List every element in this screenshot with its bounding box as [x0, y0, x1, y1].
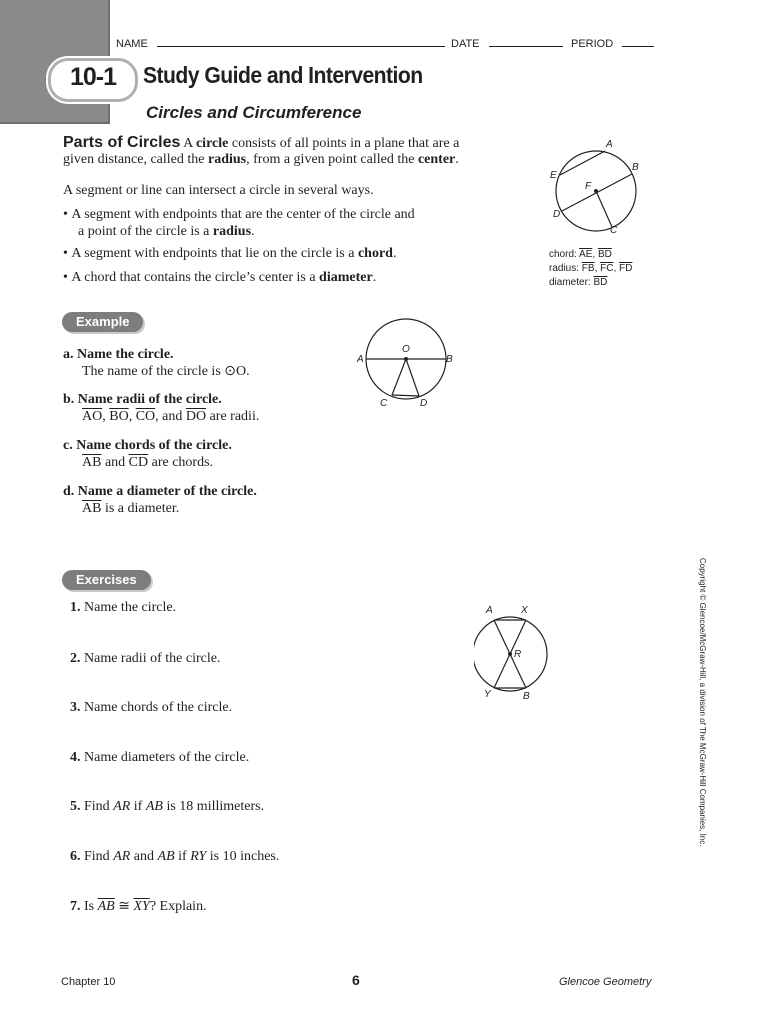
name-blank[interactable]: [157, 36, 445, 47]
exercise-6: [70, 848, 279, 865]
segment: $\overline{FD}$: [619, 263, 633, 274]
diagram-label: D: [420, 398, 428, 409]
exercise-text: Find: [84, 799, 114, 814]
bullet-icon: •: [63, 246, 68, 261]
segment: $\overline{FB}$: [581, 263, 595, 274]
exercise-text: Is: [84, 899, 98, 914]
bullet-term: radius: [212, 224, 252, 239]
bullet-term: diameter: [319, 270, 373, 285]
parts-legend: [549, 248, 632, 290]
bullet-diameter: [63, 269, 376, 286]
footer-chapter: Chapter 10: [61, 976, 116, 988]
answer-tail: are radii.: [206, 409, 260, 424]
diagram-label: X: [521, 605, 528, 616]
answer-tail: is a diameter.: [101, 501, 180, 516]
segment: $\overline{AE}$: [579, 249, 593, 260]
bullet-text: .: [251, 224, 255, 239]
period-blank[interactable]: [622, 36, 654, 47]
segment: $\overline{AB}$: [82, 501, 102, 516]
exercise-number: 4.: [70, 750, 81, 765]
page-number: 6: [352, 972, 360, 988]
def-term-center: center: [417, 152, 456, 167]
bullet-text: .: [392, 246, 397, 261]
bullet-text: A chord that contains the circle’s center is a: [71, 270, 320, 285]
radius-legend: radius: $\overline{FB}$, $\overline{FC}$, $\overline{FD}$: [549, 263, 633, 274]
exercise-1: [70, 599, 176, 616]
parts-definition: [63, 134, 533, 152]
variable: AR: [113, 799, 131, 814]
diagram-label: B: [446, 354, 453, 365]
segment: $\overline{BD}$: [597, 249, 612, 260]
bullet-text: a point of the circle is a: [78, 224, 213, 239]
date-blank[interactable]: [489, 36, 563, 47]
exercise-text: if: [174, 849, 191, 864]
exercise-text: Name chords of the circle.: [84, 700, 233, 715]
diagram-label: A: [606, 139, 613, 150]
example-a: [63, 346, 250, 380]
diagram-label: C: [610, 225, 618, 236]
bullet-icon: •: [63, 207, 68, 222]
bullet-text: A segment with endpoints that are the center of the circle and: [71, 207, 415, 222]
exercise-3: [70, 699, 232, 716]
exercises-badge: Exercises: [62, 570, 151, 590]
exercise-number: 5.: [70, 799, 81, 814]
segment: $\overline{AO}$: [82, 409, 103, 424]
bullet-radius: [63, 206, 523, 240]
exercise-number: 3.: [70, 700, 81, 715]
segment: $\overline{AB}$: [97, 899, 115, 914]
conjunction: and: [162, 409, 183, 424]
segment: $\overline{CO}$: [135, 409, 156, 424]
date-field[interactable]: [451, 36, 563, 50]
diagram-label: O: [402, 344, 410, 355]
diagram-label: A: [486, 605, 493, 616]
segment: $\overline{DO}$: [185, 409, 207, 424]
example-answer: $\overline{AO}$, $\overline{BO}$, $\overline{CO}$, and $\overline{DO}$ are radii.: [82, 409, 260, 424]
exercise-number: 1.: [70, 600, 81, 615]
exercises-circle-diagram: [474, 598, 554, 702]
legend-label: diameter:: [549, 277, 594, 288]
parts-heading: Parts of Circles: [63, 134, 181, 151]
name-field[interactable]: [116, 36, 445, 50]
def-text: A: [183, 136, 196, 151]
name-label: NAME: [116, 38, 148, 50]
diameter-legend: [549, 276, 632, 290]
example-circle-diagram: [352, 316, 462, 412]
def-term-circle: circle: [195, 136, 229, 151]
example-question: a. Name the circle.: [63, 347, 174, 362]
copyright-notice: Copyright © Glencoe/McGraw-Hill, a division of The McGraw-Hill Companies, Inc.: [698, 558, 707, 847]
example-answer: [63, 501, 179, 516]
variable: RY: [190, 849, 207, 864]
example-badge: Example: [62, 312, 143, 332]
exercise-text: is 10 inches.: [206, 849, 280, 864]
exercise-2: [70, 650, 220, 667]
segment: $\overline{FC}$: [600, 263, 614, 274]
parts-circle-diagram: [540, 134, 650, 244]
example-question: c. Name chords of the circle.: [63, 438, 232, 453]
example-c: [63, 437, 232, 471]
example-b: [63, 391, 259, 425]
exercise-number: 2.: [70, 651, 81, 666]
period-field[interactable]: [571, 36, 654, 50]
exercise-text: Name the circle.: [84, 600, 177, 615]
example-answer: [63, 455, 213, 470]
footer-book: Glencoe Geometry: [559, 976, 652, 988]
exercise-number: 6.: [70, 849, 81, 864]
def-term-radius: radius: [208, 152, 247, 167]
exercise-7: [70, 898, 207, 915]
segment: $\overline{BO}$: [109, 409, 129, 424]
parts-definition-line2: [63, 151, 533, 168]
diagram-label: A: [357, 354, 364, 365]
intersect-text: A segment or line can intersect a circle in several ways.: [63, 183, 374, 198]
exercise-text: Name diameters of the circle.: [84, 750, 250, 765]
bullet-chord: [63, 245, 396, 262]
page-subtitle: Circles and Circumference: [146, 103, 362, 122]
exercise-5: [70, 798, 264, 815]
bullet-text: .: [372, 270, 377, 285]
diagram-label: B: [523, 691, 530, 702]
page-title: Study Guide and Intervention: [143, 62, 423, 88]
lesson-number: 10-1: [69, 63, 117, 91]
exercise-4: [70, 749, 249, 766]
diagram-label: E: [550, 170, 557, 181]
exercise-text: Find: [84, 849, 114, 864]
segment: $\overline{XY}$: [133, 899, 150, 914]
congruent-symbol: ≅: [114, 899, 134, 914]
exercise-text: if: [130, 799, 146, 814]
diagram-label: B: [632, 162, 639, 173]
example-question: d. Name a diameter of the circle.: [63, 484, 257, 499]
answer-tail: are chords.: [148, 455, 214, 470]
example-answer: The name of the circle is ⊙O.: [82, 364, 250, 379]
conjunction: and: [104, 455, 126, 470]
legend-label: radius:: [549, 263, 582, 274]
example-d: [63, 483, 257, 517]
diagram-label: Y: [484, 689, 491, 700]
diagram-label: C: [380, 398, 388, 409]
example-question: b. Name radii of the circle.: [63, 392, 222, 407]
exercise-number: 7.: [70, 899, 81, 914]
diagram-label: F: [585, 181, 592, 192]
exercise-text: and: [130, 849, 158, 864]
diagram-label: R: [514, 649, 522, 660]
exercise-text: is 18 millimeters.: [162, 799, 265, 814]
variable: AB: [145, 799, 163, 814]
chord-legend: chord: $\overline{AE}$, $\overline{BD}$: [549, 249, 612, 260]
date-label: DATE: [451, 38, 480, 50]
segment: $\overline{CD}$: [128, 455, 149, 470]
variable: AB: [157, 849, 175, 864]
def-text: given distance, called the: [63, 152, 208, 167]
exercise-text: Name radii of the circle.: [84, 651, 221, 666]
diagram-label: D: [553, 209, 561, 220]
legend-label: chord:: [549, 249, 580, 260]
bullet-term: chord: [357, 246, 393, 261]
exercise-text: ? Explain.: [149, 899, 207, 914]
def-text: , from a given point called the: [246, 152, 418, 167]
def-text: consists of all points in a plane that are a: [228, 136, 460, 151]
def-text: .: [455, 152, 459, 167]
period-label: PERIOD: [571, 38, 614, 50]
variable: AR: [113, 849, 131, 864]
segment: $\overline{AB}$: [82, 455, 102, 470]
segment: $\overline{BD}$: [593, 277, 608, 288]
bullet-icon: •: [63, 270, 68, 285]
bullet-text: A segment with endpoints that lie on the circle is a: [71, 246, 358, 261]
